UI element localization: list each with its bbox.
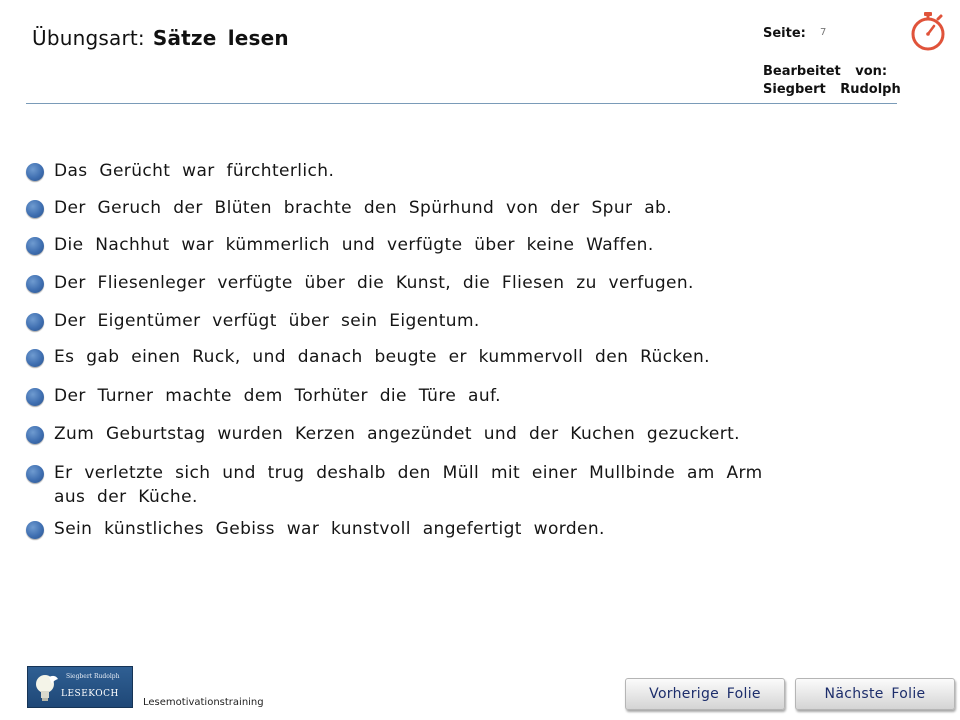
sentence-text: Das Gerücht war fürchterlich. xyxy=(54,161,335,181)
bullet-dot-icon xyxy=(26,275,44,293)
sentence-item[interactable] xyxy=(26,422,786,446)
sentence-text: Es gab einen Ruck, und danach beugte er kummervoll den Rücken. xyxy=(54,347,710,367)
sentence-item[interactable] xyxy=(26,196,786,220)
bullet-dot-icon xyxy=(26,200,44,218)
sentence-item[interactable] xyxy=(26,159,786,183)
exercise-type-label: Übungsart: xyxy=(32,26,145,50)
next-slide-button[interactable]: Nächste Folie xyxy=(795,678,955,710)
editor-line-1: Bearbeitet von: xyxy=(763,64,888,79)
bullet-dot-icon xyxy=(26,388,44,406)
page-label: Seite: xyxy=(763,26,806,41)
bullet-dot-icon xyxy=(26,465,44,483)
logo-title: LESEKOCH xyxy=(61,689,119,699)
lightbulb-logo-icon xyxy=(33,673,61,703)
sentence-text: Die Nachhut war kümmerlich und verfügte über keine Waffen. xyxy=(54,235,654,255)
bullet-dot-icon xyxy=(26,313,44,331)
sentence-text: Der Turner machte dem Torhüter die Türe auf. xyxy=(54,386,501,406)
sentence-item[interactable] xyxy=(26,384,786,408)
page-number: 7 xyxy=(820,27,827,38)
sentence-text: Zum Geburtstag wurden Kerzen angezündet und der Kuchen gezuckert. xyxy=(54,424,740,444)
previous-slide-button[interactable]: Vorherige Folie xyxy=(625,678,785,710)
lesekoch-logo xyxy=(27,666,133,708)
bullet-dot-icon xyxy=(26,349,44,367)
editor-name: Siegbert Rudolph xyxy=(763,82,901,97)
sentence-item[interactable] xyxy=(26,461,771,509)
exercise-type-value: Sätze lesen xyxy=(152,26,289,50)
bullet-dot-icon xyxy=(26,426,44,444)
logo-author: Siegbert Rudolph xyxy=(66,673,120,680)
sentence-text: Der Fliesenleger verfügte über die Kunst, die Fliesen zu verfugen. xyxy=(54,273,694,293)
program-label: Lesemotivationstraining xyxy=(143,697,264,708)
sentence-item[interactable] xyxy=(26,309,786,333)
sentence-text: Der Eigentümer verfügt über sein Eigentum. xyxy=(54,311,480,331)
bullet-dot-icon xyxy=(26,237,44,255)
sentence-text: Er verletzte sich und trug deshalb den Müll mit einer Mullbinde am Arm aus der Küche. xyxy=(54,463,763,507)
sentence-item[interactable] xyxy=(26,233,786,257)
bullet-dot-icon xyxy=(26,521,44,539)
sentence-item[interactable] xyxy=(26,517,786,541)
bullet-dot-icon xyxy=(26,163,44,181)
sentence-text: Der Geruch der Blüten brachte den Spürhund von der Spur ab. xyxy=(54,198,673,218)
sentence-item[interactable] xyxy=(26,345,786,369)
sentence-item[interactable] xyxy=(26,271,786,295)
sentence-text: Sein künstliches Gebiss war kunstvoll angefertigt worden. xyxy=(54,519,605,539)
